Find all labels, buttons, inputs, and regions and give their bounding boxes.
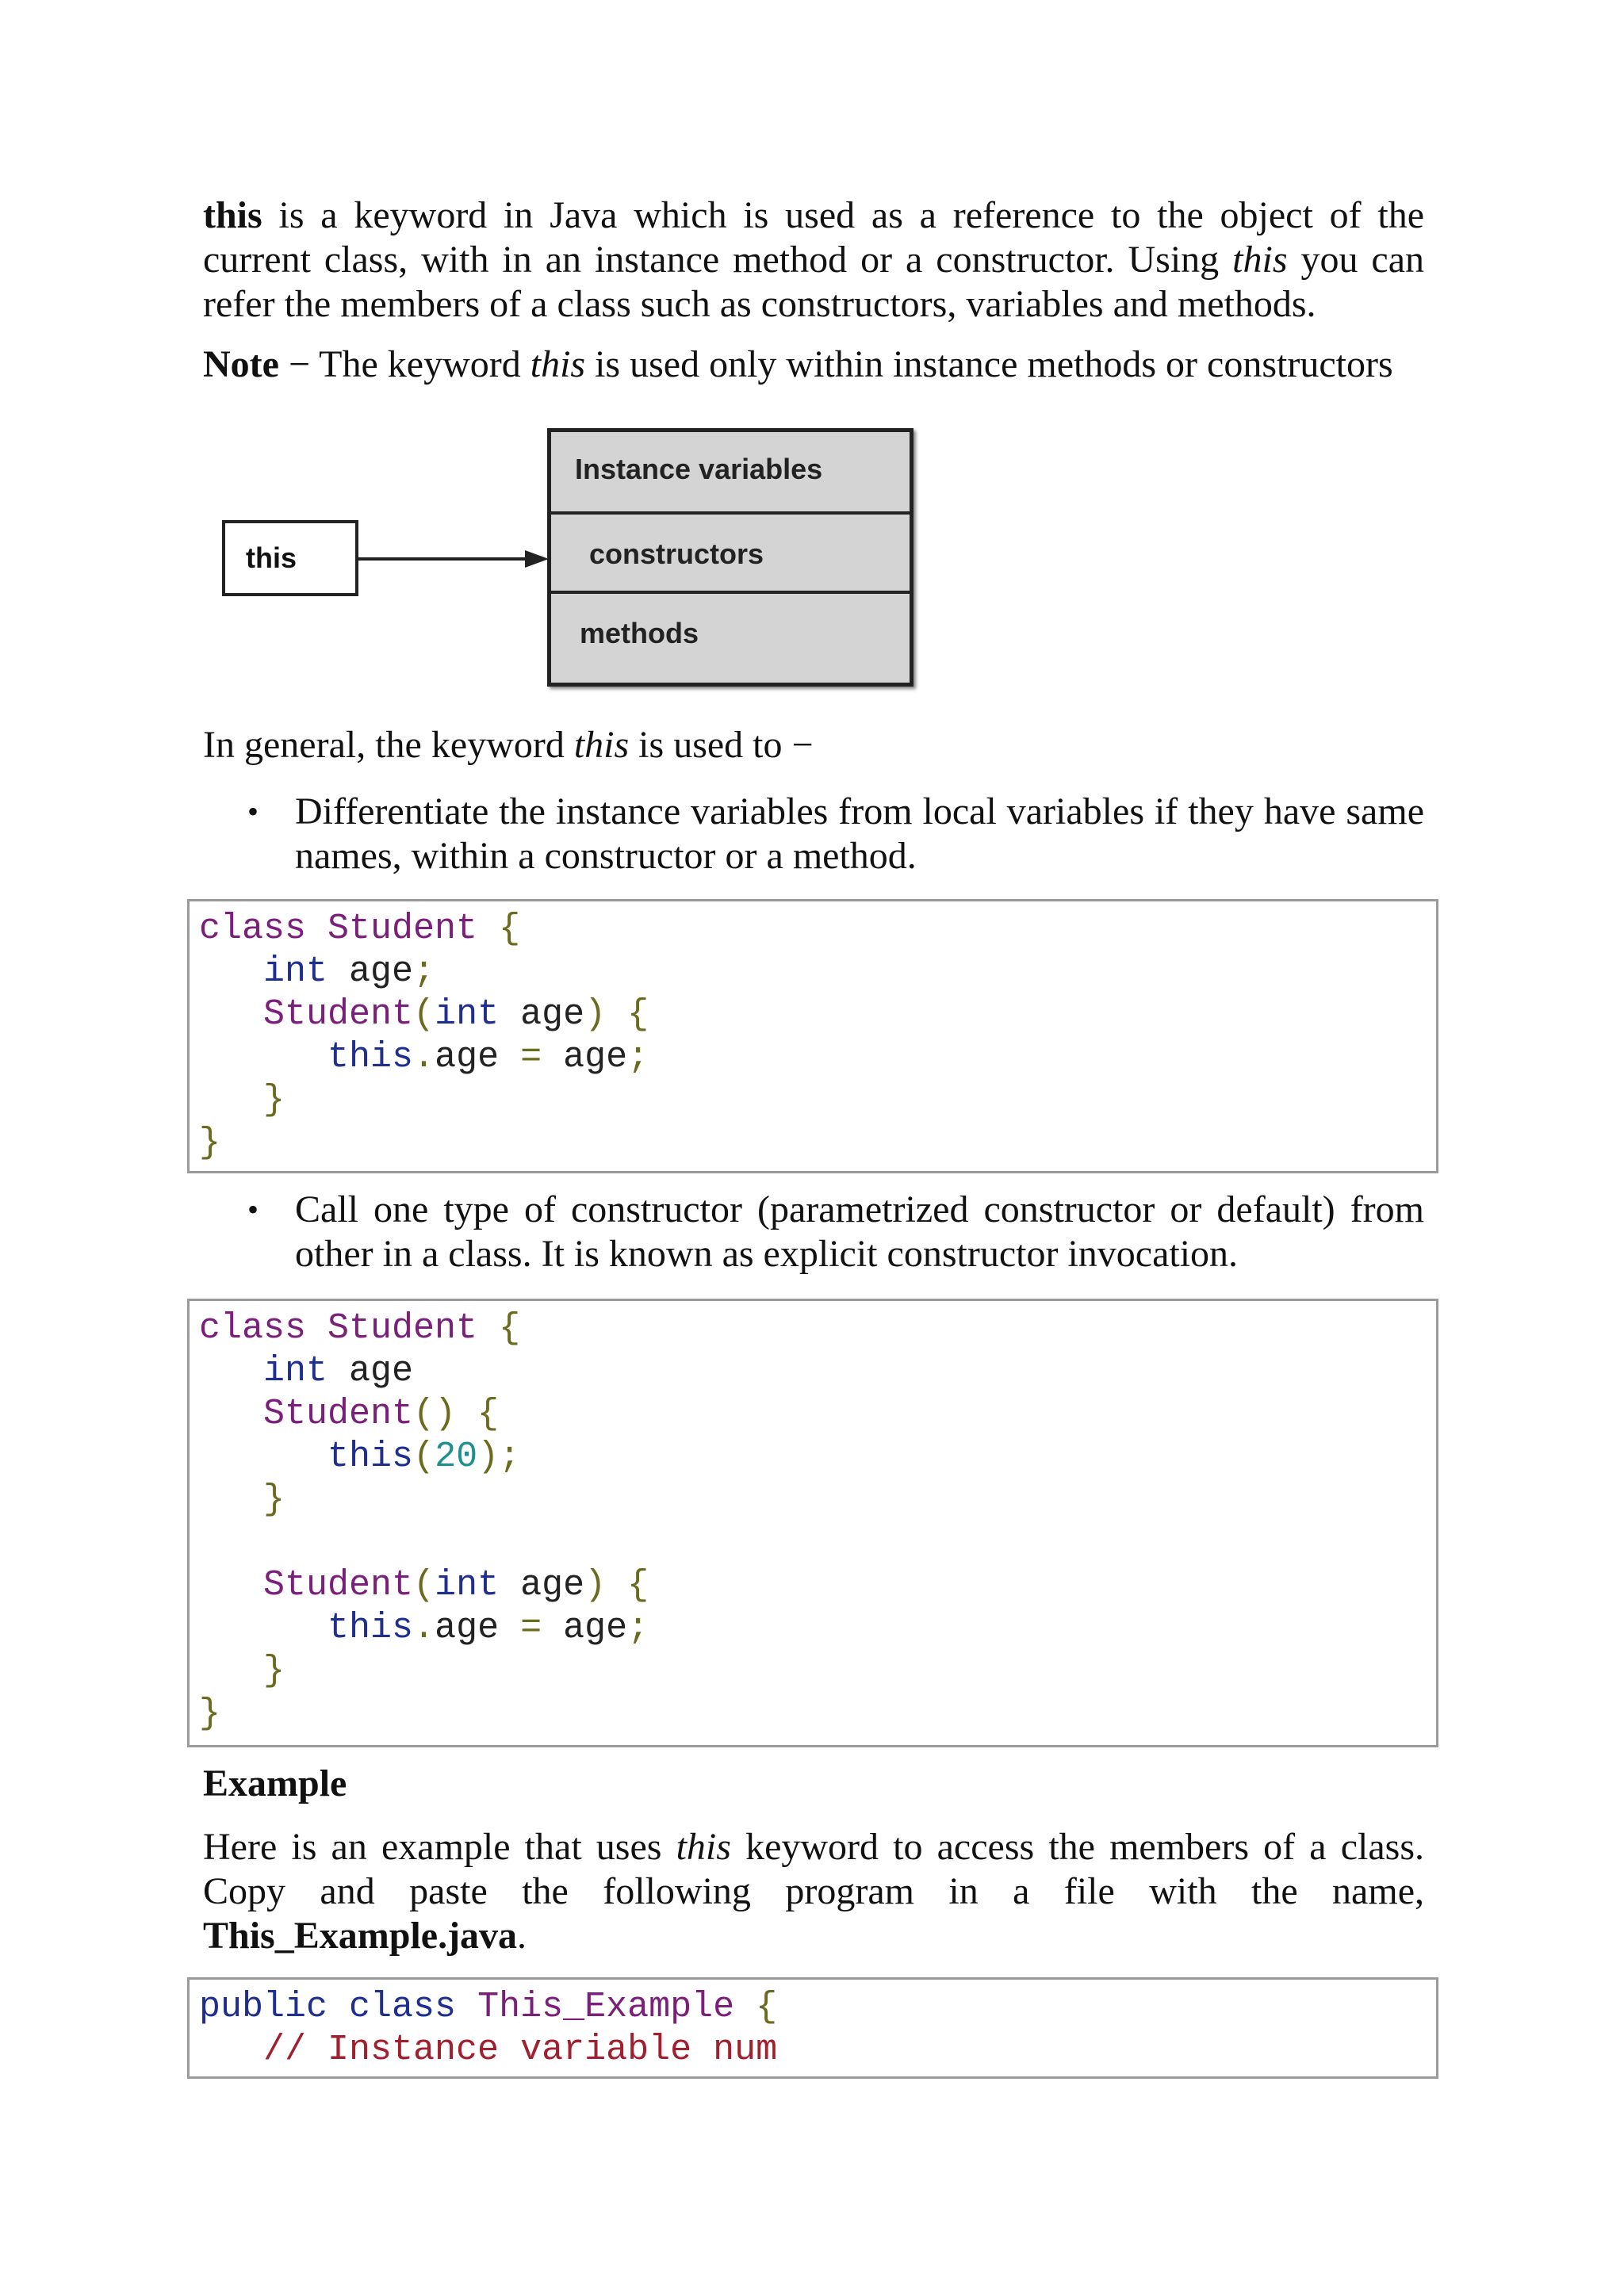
code-token: int (435, 994, 500, 1035)
code-token: age (499, 1565, 585, 1605)
bullet-item (249, 790, 1424, 878)
code-token: ) { (584, 1565, 649, 1605)
general-italic: this (573, 724, 630, 766)
code-token: } (199, 1651, 285, 1691)
code-token: age (499, 994, 585, 1035)
code-token: this (199, 1608, 414, 1648)
code-token: age (435, 1608, 521, 1648)
diagram-cell-methods: methods (580, 617, 699, 649)
code-line (199, 1607, 1436, 1650)
code-token: 20 (435, 1437, 478, 1477)
code-token: } (199, 1693, 221, 1734)
code-token: } (199, 1080, 285, 1120)
bullet-text: Call one type of constructor (parametrized constructor or default) from other in a class. It is known as explicit constructor invocation. (295, 1188, 1424, 1275)
this-reference-diagram (214, 428, 928, 690)
code-token: } (199, 1479, 285, 1520)
general-text-2: is used to − (629, 724, 814, 766)
code-token: } (199, 1123, 221, 1163)
example-heading: Example (203, 1762, 347, 1804)
code-token: age (542, 1037, 628, 1077)
code-token: class Student (199, 909, 478, 949)
code-token: . (413, 1037, 435, 1077)
note-paragraph (203, 342, 1424, 387)
example-text-1: Here is an example that uses (203, 1826, 676, 1868)
intro-text-1: is a keyword in Java which is used as a reference to the object of the current class, with in an instance method or a constructor. Using (203, 194, 1424, 281)
code-token: ( (413, 1565, 435, 1605)
intro-italic: this (1232, 239, 1288, 281)
code-token: . (413, 1608, 435, 1648)
code-token: This_Example (456, 1987, 735, 2027)
diagram-cell-instance-variables: Instance variables (551, 432, 910, 515)
code-token: this (199, 1037, 414, 1077)
diagram-object-stack (547, 428, 914, 687)
code-token: ; (627, 1608, 649, 1648)
code-token: = (520, 1608, 542, 1648)
code-token: { (477, 909, 521, 949)
code-token: age (327, 1351, 414, 1391)
code-token: public class (199, 1987, 457, 2027)
example-italic: this (676, 1826, 731, 1868)
example-text-3: . (517, 1915, 527, 1957)
code-token: Student (199, 994, 414, 1035)
code-line (199, 1650, 1436, 1693)
code-token: // Instance variable num (199, 2030, 778, 2070)
code-token: age (435, 1037, 521, 1077)
note-text-2: is used only within instance methods or constructors (585, 343, 1393, 385)
note-label: Note (203, 343, 279, 385)
code-token: Student (199, 1394, 414, 1434)
code-line (199, 1122, 1436, 1165)
code-line (199, 1521, 1436, 1564)
code-token: this (199, 1437, 414, 1477)
code-line (199, 908, 1436, 951)
code-line (199, 1693, 1436, 1735)
code-line (199, 951, 1436, 993)
diagram-this-box: this (222, 520, 358, 596)
code-token: age (542, 1608, 628, 1648)
code-token: int (199, 951, 328, 992)
code-line (199, 1479, 1436, 1521)
code-token: class Student (199, 1308, 478, 1349)
code-token: ); (477, 1437, 521, 1477)
bullet-dot: • (247, 1192, 259, 1227)
code-token: ( (413, 1437, 435, 1477)
note-italic: this (530, 343, 586, 385)
code-token: ; (627, 1037, 649, 1077)
note-text-1: − The keyword (278, 343, 530, 385)
example-filename: This_Example.java (203, 1915, 518, 1957)
diagram-cell-constructors: constructors (551, 515, 910, 594)
example-text-2: keyword to access the members of a class. Copy and paste the following program in a file with the name, (203, 1826, 1425, 1912)
intro-text-2: you can refer the members of a class such as constructors, variables and methods. (203, 239, 1425, 325)
code-line (199, 1393, 1436, 1436)
code-token: ( (413, 994, 435, 1035)
code-line (199, 993, 1436, 1036)
code-token: int (199, 1351, 328, 1391)
bullet-text: Differentiate the instance variables from local variables if they have same names, within a constructor or a method. (295, 790, 1424, 877)
bullet-dot: • (247, 794, 259, 829)
code-token: { (477, 1308, 521, 1349)
code-token: int (435, 1565, 500, 1605)
code-token: age (327, 951, 414, 992)
example-paragraph (203, 1825, 1424, 1958)
code-token: = (520, 1037, 542, 1077)
intro-paragraph (203, 193, 1424, 327)
code-line (199, 1036, 1436, 1079)
code-line (199, 1079, 1436, 1122)
code-token: { (734, 1987, 778, 2027)
bullet-item (249, 1188, 1424, 1276)
code-line (199, 1350, 1436, 1393)
code-token: () { (413, 1394, 500, 1434)
intro-keyword: this (203, 194, 262, 236)
code-line (199, 1307, 1436, 1350)
general-text-1: In general, the keyword (203, 724, 574, 766)
code-line (199, 1986, 1436, 2029)
code-line (199, 1564, 1436, 1607)
code-token: ) { (584, 994, 649, 1035)
code-line (199, 1436, 1436, 1479)
code-block-1 (187, 899, 1438, 1173)
general-paragraph (203, 723, 1424, 767)
code-block-2 (187, 1299, 1438, 1747)
code-block-3 (187, 1977, 1438, 2079)
code-token: Student (199, 1565, 414, 1605)
code-token: ; (413, 951, 435, 992)
code-line (199, 2029, 1436, 2072)
